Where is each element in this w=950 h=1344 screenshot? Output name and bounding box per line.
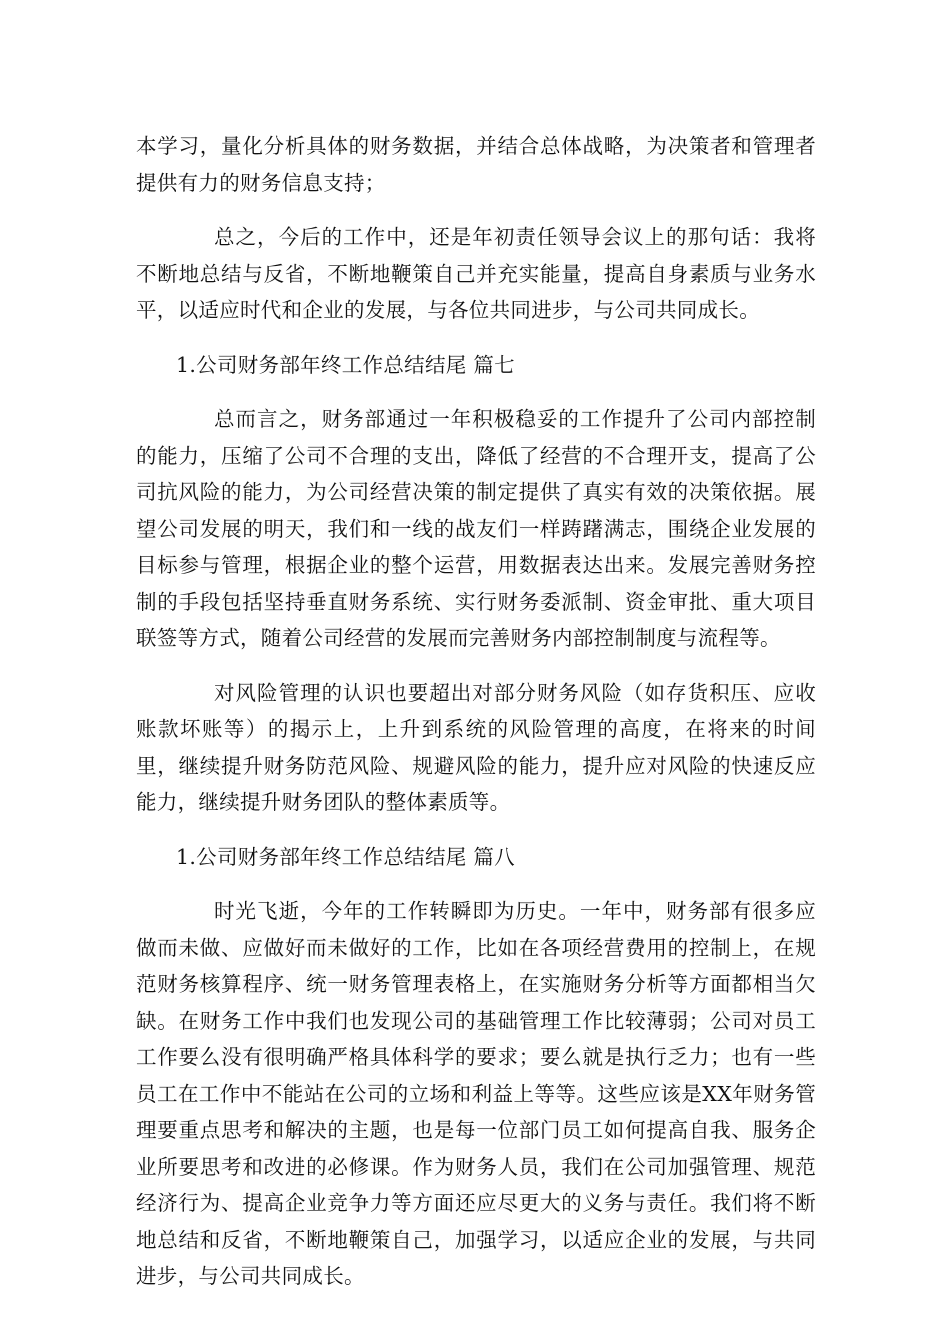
- section-heading-part-eight: 1.公司财务部年终工作总结结尾 篇八: [176, 844, 515, 869]
- paragraph-summary: 总之，今后的工作中，还是年初责任领导会议上的那句话：我将不断地总结与反省，不断地鞭策自己并充实能量，提高自身素质与业务水平，以适应时代和企业的发展，与各位共同进步，与公司共同成长。: [136, 225, 816, 322]
- paragraph-risk-management: 对风险管理的认识也要超出对部分财务风险（如存货积压、应收账款坏账等）的揭示上，上升到系统的风险管理的高度，在将来的时间里，继续提升财务防范风险、规避风险的能力，提升应对风险的快速反应能力，继续提升财务团队的整体素质等。: [136, 680, 816, 814]
- document-body: [136, 128, 816, 1295]
- section-heading-part-seven: 1.公司财务部年终工作总结结尾 篇七: [176, 352, 515, 377]
- paragraph-continuation: 本学习，量化分析具体的财务数据，并结合总体战略，为决策者和管理者提供有力的财务信息支持；: [136, 134, 816, 195]
- paragraph-year-review: 时光飞逝，今年的工作转瞬即为历史。一年中，财务部有很多应做而未做、应做好而未做好的工作，比如在各项经营费用的控制上，在规范财务核算程序、统一财务管理表格上，在实施财务分析等方面都相当欠缺。在财务工作中我们也发现公司的基础管理工作比较薄弱；公司对员工工作要么没有很明确严格具体科学的要求；要么就是执行乏力；也有一些员工在工作中不能站在公司的立场和利益上等等。这些应该是XX年财务管理要重点思考和解决的主题，也是每一位部门员工如何提高自我、服务企业所要思考和改进的必修课。作为财务人员，我们在公司加强管理、规范经济行为、提高企业竞争力等方面还应尽更大的义务与责任。我们将不断地总结和反省，不断地鞭策自己，加强学习，以适应企业的发展，与共同进步，与公司共同成长。: [136, 899, 816, 1288]
- paragraph-internal-control: 总而言之，财务部通过一年积极稳妥的工作提升了公司内部控制的能力，压缩了公司不合理的支出，降低了经营的不合理开支，提高了公司抗风险的能力，为公司经营决策的制定提供了真实有效的决策依据。展望公司发展的明天，我们和一线的战友们一样踌躇满志，围绕企业发展的目标参与管理，根据企业的整个运营，用数据表达出来。发展完善财务控制的手段包括坚持垂直财务系统、实行财务委派制、资金审批、重大项目联签等方式，随着公司经营的发展而完善财务内部控制制度与流程等。: [136, 407, 816, 650]
